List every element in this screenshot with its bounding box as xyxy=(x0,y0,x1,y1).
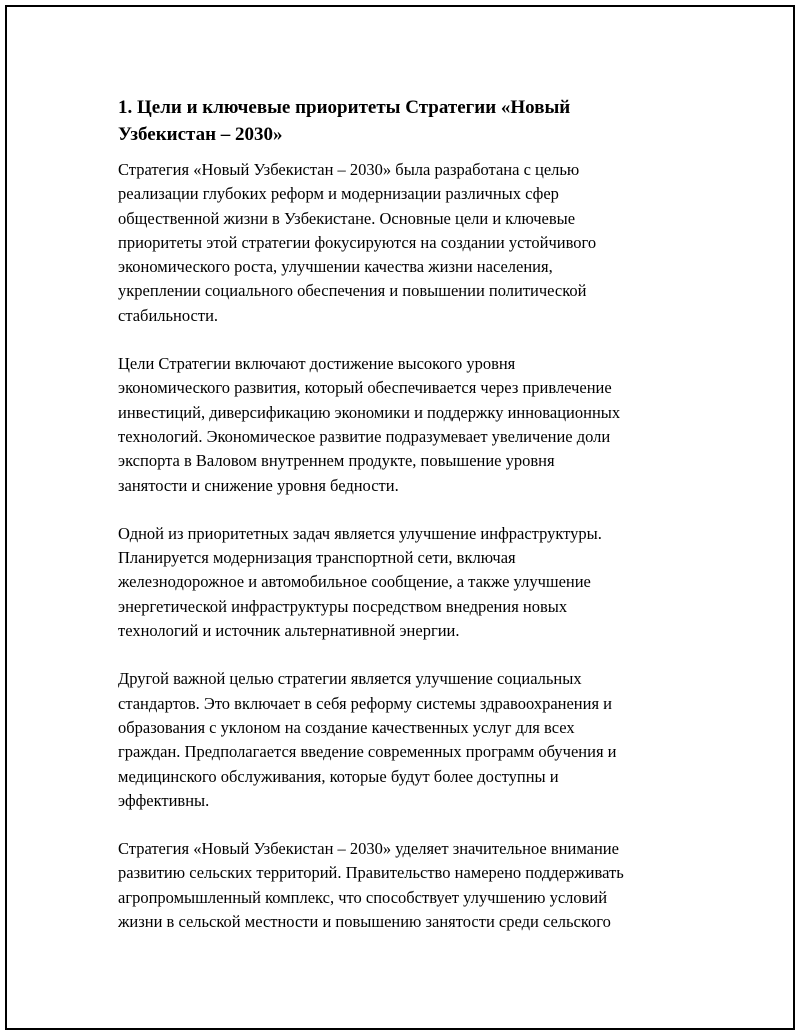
text-line: Другой важной целью стратегии является улучшение социальных xyxy=(118,669,582,689)
text-line: развитию сельских территорий. Правительство намерено поддерживать xyxy=(118,863,624,883)
text-line: стандартов. Это включает в себя реформу системы здравоохранения и xyxy=(118,693,613,713)
paragraph-2 xyxy=(118,352,688,498)
text-line: жизни в сельской местности и повышению занятости среди сельского xyxy=(118,912,611,932)
text-line: инвестиций, диверсификацию экономики и поддержку инновационных xyxy=(118,402,621,422)
text-line: экономического развития, который обеспечивается через привлечение xyxy=(118,378,612,398)
text-line: Стратегия «Новый Узбекистан – 2030» была разработана с целью xyxy=(118,160,580,179)
heading-line: 1. Цели и ключевые приоритеты Стратегии «Новый xyxy=(118,97,571,118)
text-line: приоритеты этой стратегии фокусируются на создании устойчивого xyxy=(118,232,597,252)
text-line: эффективны. xyxy=(118,790,210,810)
paragraph-5 xyxy=(118,837,688,934)
text-line: образования с уклоном на создание качественных услуг для всех xyxy=(118,717,575,737)
text-line: агропромышленный комплекс, что способствует улучшению условий xyxy=(118,887,608,907)
text-line: Планируется модернизация транспортной сети, включая xyxy=(118,548,516,568)
text-line: энергетической инфраструктуры посредством внедрения новых xyxy=(118,596,568,616)
text-line: Цели Стратегии включают достижение высокого уровня xyxy=(118,354,516,374)
section-heading xyxy=(118,94,688,148)
text-line: реализации глубоких реформ и модернизации различных сфер xyxy=(118,184,559,204)
paragraph-4 xyxy=(118,667,688,813)
text-line: Одной из приоритетных задач является улучшение инфраструктуры. xyxy=(118,523,602,543)
text-line: стабильности. xyxy=(118,305,219,325)
text-line: экспорта в Валовом внутреннем продукте, повышение уровня xyxy=(118,451,555,471)
text-line: граждан. Предполагается введение современных программ обучения и xyxy=(118,742,617,762)
document-body xyxy=(118,94,688,958)
text-line: технологий и источник альтернативной энергии. xyxy=(118,621,460,641)
paragraph-3 xyxy=(118,522,688,643)
heading-line: Узбекистан – 2030» xyxy=(118,124,283,145)
text-line: технологий. Экономическое развитие подразумевает увеличение доли xyxy=(118,426,611,446)
text-line: экономического роста, улучшении качества жизни населения, xyxy=(118,257,553,277)
text-line: общественной жизни в Узбекистане. Основные цели и ключевые xyxy=(118,208,576,228)
paragraph-1 xyxy=(118,158,688,328)
text-line: занятости и снижение уровня бедности. xyxy=(118,475,399,495)
text-line: Стратегия «Новый Узбекистан – 2030» уделяет значительное внимание xyxy=(118,839,619,859)
text-line: укреплении социального обеспечения и повышении политической xyxy=(118,281,587,301)
text-line: железнодорожное и автомобильное сообщение, а также улучшение xyxy=(118,572,591,592)
text-line: медицинского обслуживания, которые будут более доступны и xyxy=(118,766,559,786)
